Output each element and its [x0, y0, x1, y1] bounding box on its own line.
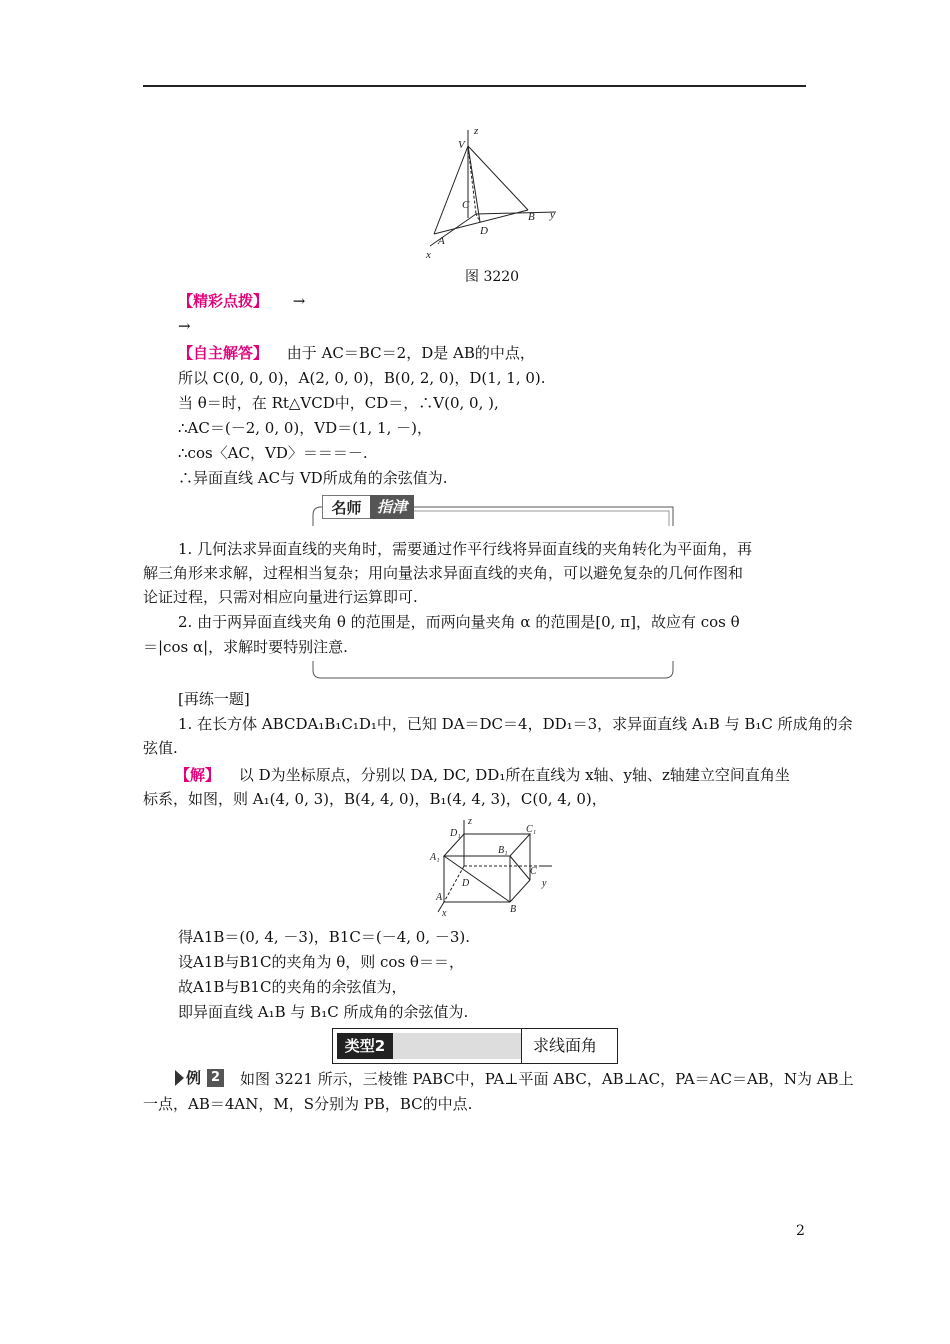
tip-text: 解三角形来求解，过程相当复杂；用向量法求异面直线的夹角，可以避免复杂的几何作图和: [143, 564, 744, 582]
practice-title: [再练一题]: [178, 690, 250, 708]
label-a: A: [436, 892, 443, 903]
type-gray-band: [393, 1033, 521, 1059]
tip-text: ＝|cos α|，求解时要特别注意.: [143, 638, 348, 656]
type-title: 求线面角: [533, 1036, 598, 1055]
example-text: 如图 3221 所示，三棱锥 PABC中，PA⊥平面 ABC，AB⊥AC，PA＝AC＝AB，N为 AB上: [240, 1070, 854, 1088]
label-v: V: [458, 139, 465, 151]
label-y: y: [542, 878, 547, 889]
arrow: →: [292, 292, 306, 310]
page-number: 2: [796, 1223, 805, 1239]
practice-solution: 标系，如图，则 A₁(4, 0, 3)，B(4, 4, 0)，B₁(4, 4, 3)，C(0, 4, 0)，: [143, 790, 607, 808]
label-c1: C₁: [526, 824, 537, 835]
label-d: D: [462, 878, 470, 889]
label-c: C: [530, 866, 537, 877]
arrow-line: →: [178, 317, 191, 335]
segment-b1c: [510, 856, 530, 880]
label-c: C: [462, 199, 470, 211]
label-b1: B₁: [498, 845, 508, 856]
label-y: y: [550, 209, 555, 221]
tip-frame-bottom: [312, 660, 674, 680]
type-label: 类型2: [337, 1033, 393, 1059]
text-line: ∴异面直线 AC与 VD所成角的余弦值为.: [178, 469, 448, 487]
example-arrow-icon: [175, 1070, 184, 1086]
practice-solution: [175, 764, 790, 786]
solution-text: 由于 AC＝BC＝2，D是 AB的中点，: [286, 344, 535, 362]
text-line: 所以 C(0, 0, 0)，A(2, 0, 0)，B(0, 2, 0)，D(1, 1, 0).: [178, 369, 546, 387]
text-line: 故A1B与B1C的夹角的余弦值为，: [178, 978, 407, 996]
type-separator: [521, 1029, 522, 1063]
text-line: 设A1B与B1C的夹角为 θ，则 cos θ＝＝，: [178, 953, 464, 971]
label-b: B: [528, 211, 535, 223]
label-x: x: [442, 908, 447, 919]
hint-label: 【精彩点拨】: [178, 292, 269, 310]
type-header: [332, 1028, 618, 1064]
example-number: 2: [207, 1069, 224, 1087]
tip-text: 1. 几何法求异面直线的夹角时，需要通过作平行线将异面直线的夹角转化为平面角，再: [178, 540, 753, 558]
text-line: ∴AC＝(－2, 0, 0)，VD＝(1, 1, －)，: [178, 419, 432, 437]
answer-text: 以 D为坐标原点，分别以 DA, DC, DD₁所在直线为 x轴、y轴、z轴建立空间直角坐: [238, 766, 790, 784]
practice-question: 弦值.: [143, 739, 178, 757]
figure-caption: 图 3220: [465, 269, 520, 285]
cuboid-figure: [428, 816, 558, 920]
example-word: 例: [186, 1069, 202, 1087]
text-line: 得A1B＝(0, 4, －3)，B1C＝(－4, 0, －3).: [178, 928, 471, 946]
label-d: D: [480, 225, 488, 237]
label-b: B: [510, 904, 517, 915]
label-a1: A₁: [430, 852, 440, 863]
label-d1: D₁: [450, 828, 461, 839]
segment-a1b: [444, 856, 510, 902]
text-line: ∴cos〈AC，VD〉＝＝＝－.: [178, 444, 368, 462]
example-badge: [175, 1068, 227, 1088]
x-axis: [430, 214, 476, 246]
label-z: z: [468, 816, 472, 827]
hint-line: [178, 290, 305, 312]
answer-label: 【解】: [175, 766, 221, 784]
label-a: A: [438, 235, 445, 247]
top-rule: [143, 85, 806, 87]
tip-badge: [322, 495, 414, 519]
example-text: 一点，AB＝4AN，M，S分别为 PB，BC的中点.: [143, 1095, 473, 1113]
solution-line: [178, 342, 535, 364]
practice-question: 1. 在长方体 ABCDA₁B₁C₁D₁中，已知 DA＝DC＝4，DD₁＝3，求异面直线 A₁B 与 B₁C 所成角的余: [178, 715, 853, 733]
tetrahedron-figure: [418, 124, 568, 264]
tip-text: 2. 由于两异面直线夹角 θ 的范围是，而两向量夹角 α 的范围是[0, π]，故应有 cos θ: [178, 613, 740, 631]
label-z: z: [474, 125, 479, 137]
edge-va: [434, 146, 468, 234]
label-x: x: [426, 249, 431, 261]
tip-badge-a: 名师: [322, 495, 370, 519]
tip-badge-b: 指津: [370, 495, 414, 519]
tip-text: 论证过程，只需对相应向量进行运算即可.: [143, 588, 418, 606]
text-line: 即异面直线 A₁B 与 B₁C 所成角的余弦值为.: [178, 1003, 469, 1021]
text-line: 当 θ＝时，在 Rt△VCD中，CD＝，∴V(0, 0, ),: [178, 394, 499, 412]
solution-label: 【自主解答】: [178, 344, 269, 362]
